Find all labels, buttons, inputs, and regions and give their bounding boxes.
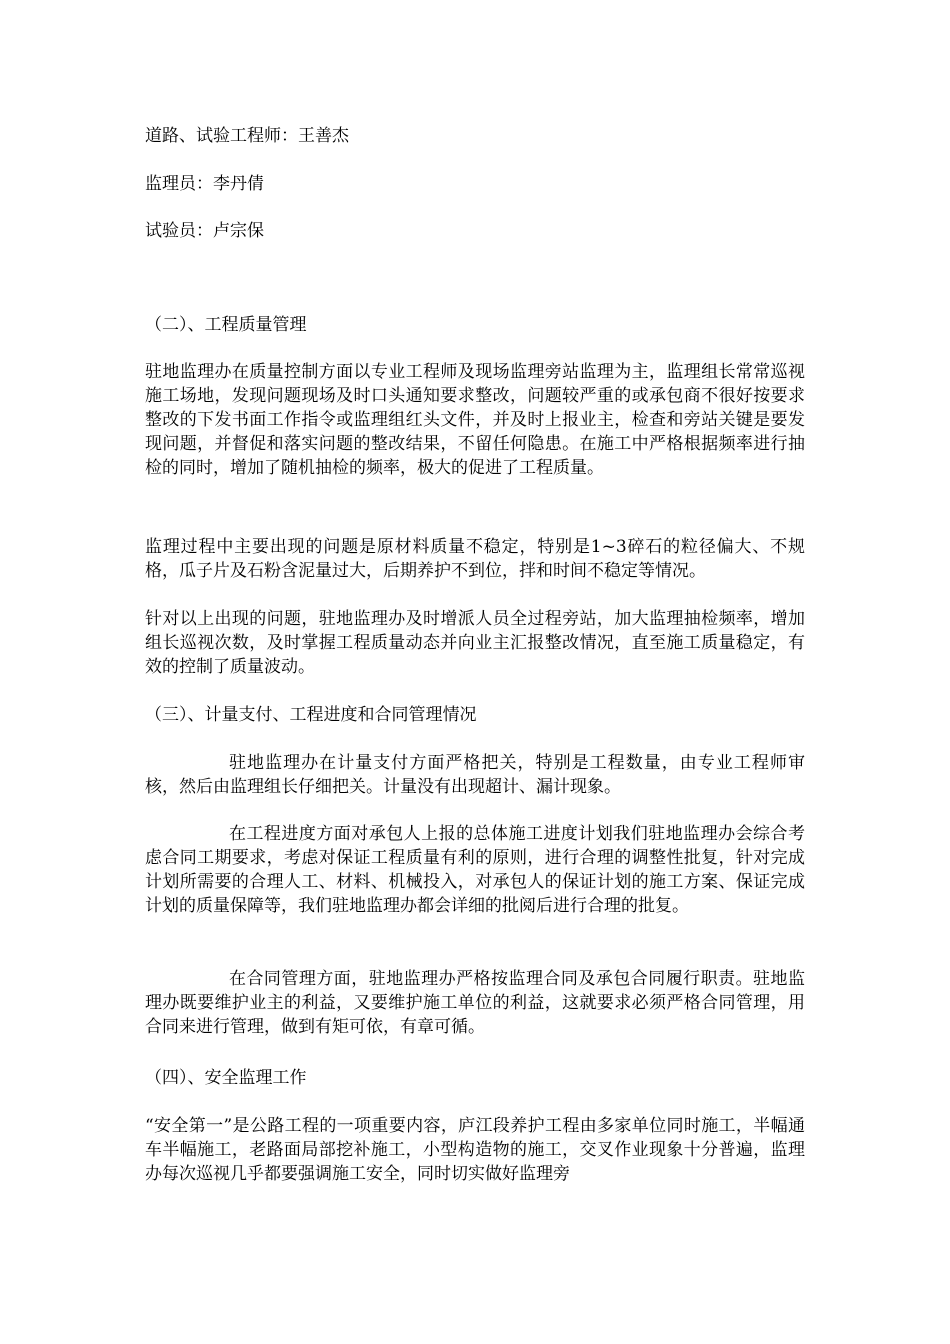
road-test-engineer-line: 道路、试验工程师：王善杰	[145, 126, 349, 146]
paragraph-safety: “安全第一”是公路工程的一项重要内容，庐江段养护工程由多家单位同时施工，半幅通车半幅施工，老路面局部挖补施工，小型构造物的施工，交叉作业现象十分普遍，监理办每次巡视几乎都要强调施工安全，同时切实做好监理旁	[145, 1116, 805, 1184]
supervisor-line: 监理员：李丹倩	[145, 174, 264, 194]
paragraph-progress: 在工程进度方面对承包人上报的总体施工进度计划我们驻地监理办会综合考虑合同工期要求，考虑对保证工程质量有利的原则，进行合理的调整性批复，针对完成计划所需要的合理人工、材料、机械投入，对承包人的保证计划的施工方案、保证完成计划的质量保障等，我们驻地监理办都会详细的批阅后进行合理的批复。	[145, 824, 805, 916]
paragraph-quality-measures: 针对以上出现的问题，驻地监理办及时增派人员全过程旁站，加大监理抽检频率，增加组长巡视次数，及时掌握工程质量动态并向业主汇报整改情况，直至施工质量稳定，有效的控制了质量波动。	[145, 609, 805, 677]
paragraph-payment: 驻地监理办在计量支付方面严格把关，特别是工程数量，由专业工程师审核，然后由监理组长仔细把关。计量没有出现超计、漏计现象。	[145, 753, 805, 797]
section-heading-payment-progress-contract: （三）、计量支付、工程进度和合同管理情况	[145, 705, 477, 725]
section-heading-quality: （二）、工程质量管理	[145, 315, 307, 335]
paragraph-quality-control: 驻地监理办在质量控制方面以专业工程师及现场监理旁站监理为主，监理组长常常巡视施工场地，发现问题现场及时口头通知要求整改，问题较严重的或承包商不很好按要求整改的下发书面工作指令或监理组红头文件，并及时上报业主，检查和旁站关键是要发现问题，并督促和落实问题的整改结果，不留任何隐患。在施工中严格根据频率进行抽检的同时，增加了随机抽检的频率，极大的促进了工程质量。	[145, 362, 805, 478]
tester-line: 试验员：卢宗保	[145, 221, 264, 241]
paragraph-quality-problems: 监理过程中主要出现的问题是原材料质量不稳定，特别是1~3碎石的粒径偏大、不规格，瓜子片及石粉含泥量过大，后期养护不到位，拌和时间不稳定等情况。	[145, 537, 805, 581]
section-heading-safety: （四）、安全监理工作	[145, 1068, 307, 1088]
paragraph-contract: 在合同管理方面，驻地监理办严格按监理合同及承包合同履行职责。驻地监理办既要维护业主的利益，又要维护施工单位的利益，这就要求必须严格合同管理，用合同来进行管理，做到有矩可依，有章可循。	[145, 969, 805, 1037]
